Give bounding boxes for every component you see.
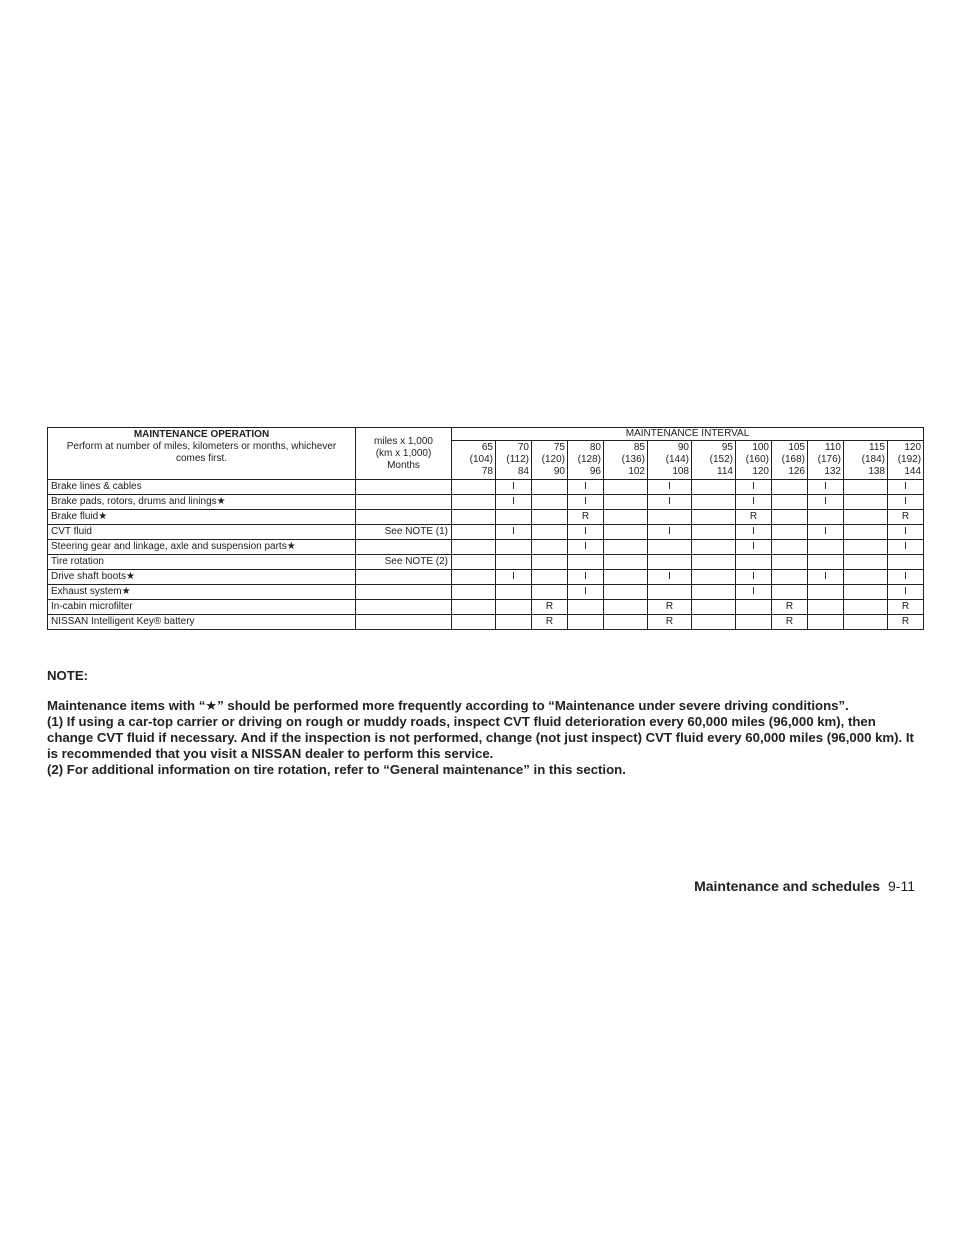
interval-cell: I xyxy=(888,495,924,510)
interval-cell: I xyxy=(568,525,604,540)
interval-km: (184) xyxy=(861,454,885,465)
interval-cell xyxy=(604,600,648,615)
interval-cell xyxy=(808,555,844,570)
footer-page-number: 9-11 xyxy=(888,878,915,894)
interval-cell xyxy=(452,570,496,585)
interval-cell xyxy=(452,510,496,525)
interval-cell xyxy=(844,480,888,495)
interval-km: (104) xyxy=(469,454,493,465)
operation-item: Brake lines & cables xyxy=(48,480,356,495)
interval-miles: 80 xyxy=(589,442,601,453)
maintenance-table-body xyxy=(48,480,924,630)
interval-cell xyxy=(452,495,496,510)
interval-cell: R xyxy=(888,510,924,525)
interval-cell: R xyxy=(888,615,924,630)
interval-miles: 90 xyxy=(677,442,689,453)
interval-cell xyxy=(568,600,604,615)
operation-description: Perform at number of miles, kilometers or months, whichever comes first. xyxy=(66,441,337,464)
operation-item: Steering gear and linkage, axle and suspension parts★ xyxy=(48,540,356,555)
table-row xyxy=(48,615,924,630)
interval-months: 108 xyxy=(672,466,689,477)
interval-cell: I xyxy=(808,495,844,510)
interval-cell xyxy=(648,585,692,600)
interval-cell xyxy=(692,615,736,630)
interval-cell xyxy=(604,540,648,555)
interval-km: (176) xyxy=(817,454,841,465)
interval-cell: I xyxy=(648,525,692,540)
interval-months: 84 xyxy=(517,466,529,477)
table-row xyxy=(48,495,924,510)
interval-cell: I xyxy=(888,585,924,600)
interval-cell xyxy=(692,480,736,495)
interval-cell: I xyxy=(568,540,604,555)
table-row xyxy=(48,540,924,555)
table-row xyxy=(48,570,924,585)
interval-km: (128) xyxy=(577,454,601,465)
interval-months: 138 xyxy=(868,466,885,477)
interval-cell xyxy=(532,480,568,495)
interval-months: 132 xyxy=(824,466,841,477)
unit-miles: miles x 1,000 xyxy=(374,435,433,447)
interval-miles: 85 xyxy=(633,442,645,453)
interval-cell: R xyxy=(532,615,568,630)
operation-note xyxy=(356,600,452,615)
interval-cell xyxy=(844,510,888,525)
table-row xyxy=(48,510,924,525)
interval-cell xyxy=(452,480,496,495)
interval-cell: I xyxy=(496,525,532,540)
interval-cell xyxy=(736,555,772,570)
interval-cell xyxy=(532,495,568,510)
interval-cell: R xyxy=(772,615,808,630)
operation-item: Tire rotation xyxy=(48,555,356,570)
interval-miles: 65 xyxy=(481,442,493,453)
interval-cell: R xyxy=(736,510,772,525)
operation-note xyxy=(356,615,452,630)
interval-column-header xyxy=(888,441,924,480)
operation-note xyxy=(356,510,452,525)
interval-cell xyxy=(604,570,648,585)
interval-cell xyxy=(844,615,888,630)
interval-cell xyxy=(772,480,808,495)
footer-section-title: Maintenance and schedules xyxy=(694,878,881,894)
interval-cell: I xyxy=(736,480,772,495)
interval-months: 144 xyxy=(904,466,922,477)
operation-note xyxy=(356,495,452,510)
interval-cell xyxy=(532,570,568,585)
interval-cell xyxy=(604,615,648,630)
maintenance-table-container xyxy=(47,427,922,630)
interval-miles: 75 xyxy=(553,442,565,453)
interval-miles: 105 xyxy=(788,442,805,453)
operation-note: See NOTE (2) xyxy=(356,555,452,570)
interval-cell xyxy=(452,525,496,540)
interval-cell xyxy=(496,615,532,630)
interval-cell xyxy=(452,585,496,600)
interval-cell: I xyxy=(808,480,844,495)
table-row xyxy=(48,585,924,600)
interval-months: 90 xyxy=(553,466,565,477)
interval-months: 126 xyxy=(788,466,805,477)
interval-cell xyxy=(808,615,844,630)
interval-cell xyxy=(568,555,604,570)
interval-months: 78 xyxy=(481,466,493,477)
interval-cell xyxy=(496,585,532,600)
unit-months: Months xyxy=(387,459,420,471)
interval-cell: R xyxy=(648,600,692,615)
interval-cell xyxy=(692,585,736,600)
interval-cell: I xyxy=(736,585,772,600)
interval-km: (192) xyxy=(897,454,922,465)
operation-note xyxy=(356,570,452,585)
interval-cell: I xyxy=(568,570,604,585)
interval-cell xyxy=(844,570,888,585)
interval-cell xyxy=(808,585,844,600)
interval-column-header xyxy=(648,441,692,480)
interval-cell xyxy=(648,540,692,555)
interval-cell xyxy=(692,555,736,570)
interval-cell: I xyxy=(888,570,924,585)
interval-cell xyxy=(648,555,692,570)
interval-miles: 100 xyxy=(752,442,769,453)
maintenance-table xyxy=(47,427,924,630)
interval-cell: R xyxy=(888,600,924,615)
interval-cell xyxy=(496,510,532,525)
interval-cell xyxy=(888,555,924,570)
operation-item: NISSAN Intelligent Key® battery xyxy=(48,615,356,630)
interval-cell: I xyxy=(736,540,772,555)
interval-cell: I xyxy=(736,495,772,510)
operation-item: In-cabin microfilter xyxy=(48,600,356,615)
operation-note xyxy=(356,540,452,555)
interval-cell xyxy=(844,600,888,615)
operation-item: Brake pads, rotors, drums and linings★ xyxy=(48,495,356,510)
interval-cell xyxy=(452,540,496,555)
interval-cell xyxy=(772,540,808,555)
note-severe-conditions: Maintenance items with “★” should be performed more frequently according to “Maintenance under severe driving conditions”. xyxy=(47,698,849,713)
interval-cell: R xyxy=(648,615,692,630)
interval-cell: I xyxy=(888,525,924,540)
interval-cell xyxy=(568,615,604,630)
interval-column-header xyxy=(568,441,604,480)
interval-months: 102 xyxy=(628,466,645,477)
interval-cell xyxy=(772,585,808,600)
interval-cell xyxy=(532,525,568,540)
interval-cell xyxy=(736,615,772,630)
interval-cell xyxy=(532,510,568,525)
interval-cell xyxy=(692,540,736,555)
operation-header xyxy=(48,428,356,480)
interval-cell xyxy=(604,555,648,570)
operation-item: Exhaust system★ xyxy=(48,585,356,600)
interval-cell: R xyxy=(772,600,808,615)
interval-column-header xyxy=(532,441,568,480)
operation-note xyxy=(356,480,452,495)
interval-cell xyxy=(604,525,648,540)
interval-miles: 70 xyxy=(517,442,529,453)
interval-column-header xyxy=(496,441,532,480)
interval-cell: R xyxy=(568,510,604,525)
interval-cell xyxy=(532,585,568,600)
interval-cell xyxy=(844,585,888,600)
interval-cell: I xyxy=(736,570,772,585)
interval-cell xyxy=(604,585,648,600)
interval-cell xyxy=(772,495,808,510)
interval-cell xyxy=(844,525,888,540)
interval-column-header xyxy=(452,441,496,480)
interval-cell xyxy=(692,600,736,615)
notes-heading: NOTE: xyxy=(47,668,89,683)
interval-km: (144) xyxy=(665,454,689,465)
interval-months: 120 xyxy=(752,466,769,477)
interval-cell: I xyxy=(888,480,924,495)
interval-cell xyxy=(452,615,496,630)
page-footer xyxy=(694,878,915,894)
interval-cell xyxy=(692,525,736,540)
interval-cell xyxy=(772,510,808,525)
operation-note: See NOTE (1) xyxy=(356,525,452,540)
interval-km: (152) xyxy=(709,454,733,465)
unit-header xyxy=(356,428,452,480)
table-row xyxy=(48,480,924,495)
interval-cell: I xyxy=(496,570,532,585)
interval-cell xyxy=(772,525,808,540)
interval-cell xyxy=(532,555,568,570)
interval-column-header xyxy=(808,441,844,480)
notes-section xyxy=(47,668,917,778)
interval-miles: 95 xyxy=(721,442,733,453)
interval-cell: I xyxy=(648,480,692,495)
interval-cell xyxy=(452,600,496,615)
table-header-row xyxy=(48,428,924,441)
interval-column-header xyxy=(736,441,772,480)
interval-column-header xyxy=(692,441,736,480)
note-1-cvt-fluid: (1) If using a car-top carrier or driving on rough or muddy roads, inspect CVT fluid deterioration every 60,000 miles (96,000 km), then change CVT fluid if necessary. And if the inspection is not performed, change (not just inspect) CVT fluid every 60,000 miles (96,000 km). It is recommended that you visit a NISSAN dealer to perform this service. xyxy=(47,714,914,761)
interval-months: 114 xyxy=(717,466,733,477)
unit-km: (km x 1,000) xyxy=(375,447,432,459)
operation-title: MAINTENANCE OPERATION xyxy=(133,429,270,440)
interval-cell xyxy=(692,510,736,525)
interval-km: (120) xyxy=(541,454,565,465)
interval-cell xyxy=(844,540,888,555)
interval-cell xyxy=(496,540,532,555)
interval-cell xyxy=(844,555,888,570)
interval-cell xyxy=(808,600,844,615)
interval-cell xyxy=(692,570,736,585)
interval-km: (160) xyxy=(745,454,769,465)
interval-cell xyxy=(604,495,648,510)
interval-cell: I xyxy=(736,525,772,540)
interval-miles: 110 xyxy=(825,442,841,453)
interval-cell: I xyxy=(808,570,844,585)
interval-column-header xyxy=(604,441,648,480)
interval-km: (112) xyxy=(506,454,529,465)
interval-cell xyxy=(844,495,888,510)
interval-cell xyxy=(808,510,844,525)
operation-item: Drive shaft boots★ xyxy=(48,570,356,585)
interval-km: (136) xyxy=(621,454,645,465)
note-2-tire-rotation: (2) For additional information on tire rotation, refer to “General maintenance” in this section. xyxy=(47,762,626,777)
interval-cell: I xyxy=(568,495,604,510)
table-row xyxy=(48,600,924,615)
interval-cell xyxy=(452,555,496,570)
operation-item: Brake fluid★ xyxy=(48,510,356,525)
interval-cell: I xyxy=(648,495,692,510)
interval-cell: I xyxy=(888,540,924,555)
interval-months: 96 xyxy=(589,466,601,477)
interval-cell xyxy=(772,570,808,585)
interval-cell: I xyxy=(648,570,692,585)
interval-header: MAINTENANCE INTERVAL xyxy=(452,428,924,441)
interval-cell xyxy=(692,495,736,510)
interval-cell xyxy=(772,555,808,570)
interval-miles: 115 xyxy=(869,442,885,453)
interval-km: (168) xyxy=(781,454,805,465)
interval-cell: I xyxy=(568,585,604,600)
interval-cell xyxy=(496,555,532,570)
interval-cell: I xyxy=(496,480,532,495)
interval-cell xyxy=(604,510,648,525)
interval-cell: I xyxy=(496,495,532,510)
interval-cell xyxy=(648,510,692,525)
interval-cell: I xyxy=(568,480,604,495)
operation-note xyxy=(356,585,452,600)
interval-cell xyxy=(496,600,532,615)
interval-cell xyxy=(808,540,844,555)
operation-item: CVT fluid xyxy=(48,525,356,540)
interval-cell xyxy=(604,480,648,495)
interval-column-header xyxy=(772,441,808,480)
table-row xyxy=(48,525,924,540)
interval-cell: R xyxy=(532,600,568,615)
interval-miles: 120 xyxy=(904,442,922,453)
interval-cell: I xyxy=(808,525,844,540)
interval-column-header xyxy=(844,441,888,480)
table-row xyxy=(48,555,924,570)
interval-cell xyxy=(736,600,772,615)
interval-cell xyxy=(532,540,568,555)
